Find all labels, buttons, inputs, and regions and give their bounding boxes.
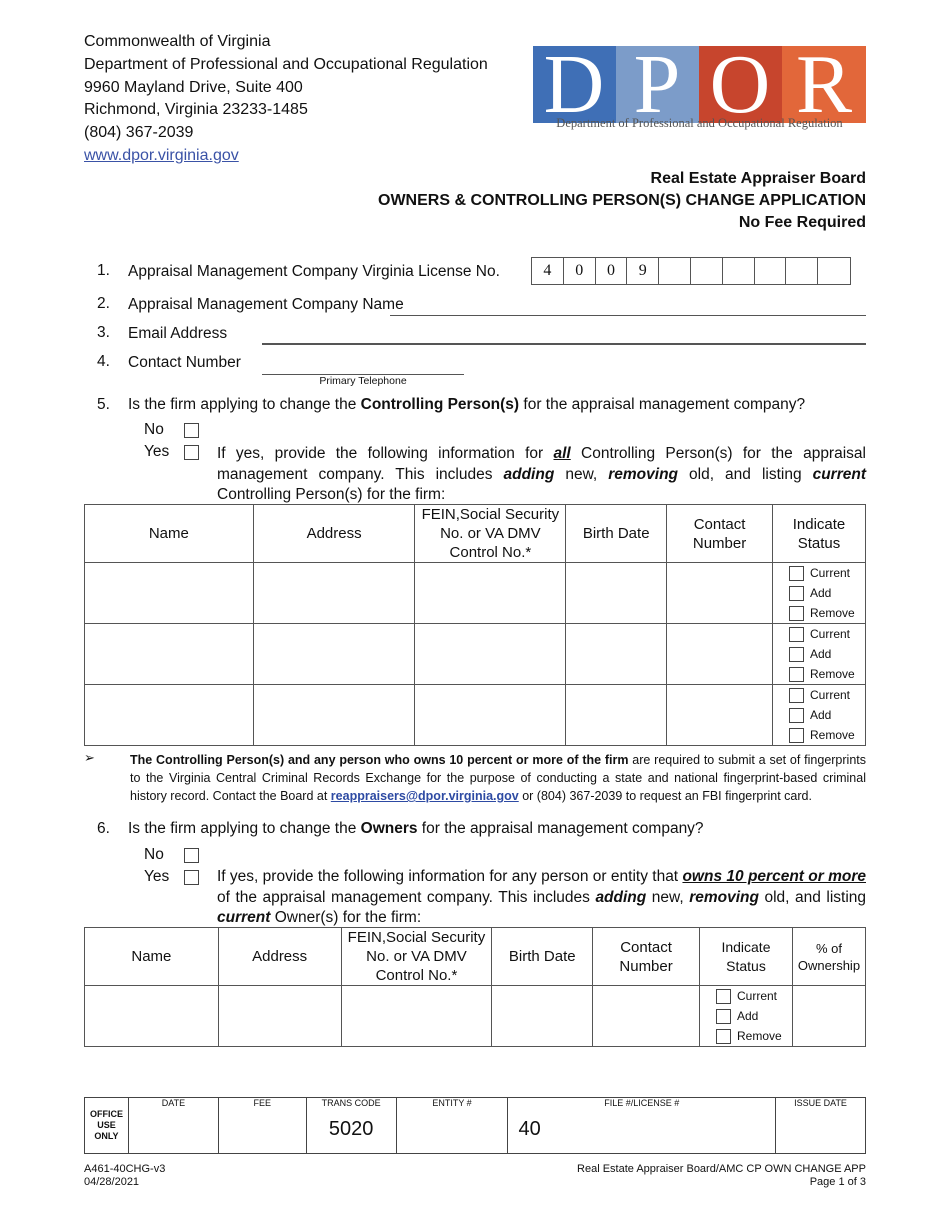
q1-label: Appraisal Management Company Virginia License No. <box>128 263 500 280</box>
fingerprint-note: The Controlling Person(s) and any person who owns 10 percent or more of the firm are required to submit a set of fingerprints to the Virginia Central Criminal Records Exchange for the purpose of conducting a state and national fingerprint-based criminal history record. Contact the Board at reappraisers@dpor.virginia.gov or (804) 367-2039 to request an FBI fingerprint card. <box>130 753 866 803</box>
status-checkbox[interactable] <box>789 688 804 703</box>
q6-yes-instructions: If yes, provide the following information for any person or entity that owns 10 percent or more of the appraisal management company. This includes adding new, removing old, and listing current Owner(s) for the firm: <box>217 868 867 926</box>
board-title: Real Estate Appraiser Board <box>650 170 866 187</box>
cell-birth-date[interactable] <box>566 624 667 685</box>
license-digit[interactable]: 0 <box>596 258 628 284</box>
status-checkbox[interactable] <box>789 586 804 601</box>
office-fee-cell: FEE <box>218 1098 306 1154</box>
q1-number: 1. <box>97 262 110 279</box>
status-checkbox[interactable] <box>789 728 804 743</box>
address-line: (804) 367-2039 <box>84 124 194 142</box>
cell-ownership[interactable] <box>792 986 865 1047</box>
footer-right <box>577 1163 866 1189</box>
trans-code-value: 5020 <box>328 1118 374 1140</box>
logo-caption: Department of Professional and Occupational Regulation <box>556 116 843 130</box>
license-digit[interactable] <box>723 258 755 284</box>
table-row <box>85 624 866 685</box>
form-titles <box>378 168 866 234</box>
office-file-license-cell: FILE #/LICENSE # 40 <box>508 1098 776 1154</box>
cell-id[interactable] <box>415 624 566 685</box>
cell-address[interactable] <box>218 986 341 1047</box>
q5-no-label: No <box>144 421 164 438</box>
status-checkbox[interactable] <box>789 647 804 662</box>
table-header-row <box>85 505 866 563</box>
q5-no-checkbox[interactable] <box>184 423 199 438</box>
col-header-address: Address <box>218 928 341 986</box>
status-checkbox[interactable] <box>789 708 804 723</box>
table-header-row <box>85 928 866 986</box>
cell-birth-date[interactable] <box>566 685 667 746</box>
status-checkbox[interactable] <box>716 1029 731 1044</box>
controlling-persons-table <box>84 504 866 746</box>
col-header-status: Indicate Status <box>700 928 793 986</box>
office-use-table <box>84 1097 866 1154</box>
form-code: A461-40CHG-v3 <box>84 1163 166 1175</box>
q5-yes-checkbox[interactable] <box>184 445 199 460</box>
cell-address[interactable] <box>253 563 415 624</box>
col-header-contact: Contact Number <box>593 928 700 986</box>
cell-name[interactable] <box>85 685 254 746</box>
address-line: Commonwealth of Virginia <box>84 33 271 50</box>
status-checkbox[interactable] <box>789 667 804 682</box>
table-row <box>85 685 866 746</box>
cell-status <box>700 986 793 1047</box>
office-entity-cell: ENTITY # <box>396 1098 508 1154</box>
status-checkbox[interactable] <box>716 989 731 1004</box>
cell-contact[interactable] <box>667 624 773 685</box>
status-option-remove[interactable]: Remove <box>789 725 865 745</box>
status-option-add[interactable]: Add <box>789 705 865 725</box>
form-title: OWNERS & CONTROLLING PERSON(S) CHANGE APPLICATION <box>378 192 866 209</box>
license-digit[interactable]: 4 <box>532 258 564 284</box>
cell-id[interactable] <box>415 685 566 746</box>
cell-status <box>772 624 865 685</box>
status-checkbox[interactable] <box>716 1009 731 1024</box>
cell-birth-date[interactable] <box>566 563 667 624</box>
license-digit[interactable] <box>659 258 691 284</box>
license-digit[interactable] <box>755 258 787 284</box>
table-row <box>85 563 866 624</box>
status-option-remove[interactable]: Remove <box>789 664 865 684</box>
q5-yes-label: Yes <box>144 443 170 460</box>
file-license-value: 40 <box>518 1118 541 1140</box>
cell-birth-date[interactable] <box>492 986 593 1047</box>
q2-label: Appraisal Management Company Name <box>128 296 404 313</box>
q3-label: Email Address <box>128 325 228 342</box>
q6-no-checkbox[interactable] <box>184 848 199 863</box>
license-digit[interactable] <box>786 258 818 284</box>
col-header-id: FEIN,Social Security No. or VA DMV Control No.* <box>415 505 566 563</box>
license-number-boxes[interactable] <box>531 257 851 285</box>
cell-address[interactable] <box>253 685 415 746</box>
status-checkbox[interactable] <box>789 566 804 581</box>
status-option-remove[interactable]: Remove <box>716 1026 792 1046</box>
cell-contact[interactable] <box>667 563 773 624</box>
q2-number: 2. <box>97 295 110 312</box>
license-digit[interactable]: 0 <box>564 258 596 284</box>
license-digit[interactable]: 9 <box>627 258 659 284</box>
office-date-cell: DATE <box>128 1098 218 1154</box>
page-number: Page 1 of 3 <box>809 1176 866 1188</box>
owners-table <box>84 927 866 1047</box>
cell-status <box>772 685 865 746</box>
board-email-link[interactable]: reappraisers@dpor.virginia.gov <box>330 789 519 803</box>
office-trans-code-cell: TRANS CODE 5020 <box>306 1098 396 1154</box>
col-header-address: Address <box>253 505 415 563</box>
address-line: 9960 Mayland Drive, Suite 400 <box>84 78 303 96</box>
status-option-add[interactable]: Add <box>789 583 865 603</box>
q3-number: 3. <box>97 324 110 341</box>
agency-address <box>84 31 488 168</box>
status-option-current[interactable]: Current <box>789 624 865 644</box>
status-checkbox[interactable] <box>789 606 804 621</box>
logo-letter-r: R <box>795 38 853 131</box>
logo-letter-p: P <box>633 38 681 131</box>
website-link[interactable]: www.dpor.virginia.gov <box>84 146 239 164</box>
table-row <box>85 986 866 1047</box>
cell-name[interactable] <box>85 986 219 1047</box>
status-checkbox[interactable] <box>789 627 804 642</box>
cell-name[interactable] <box>85 624 254 685</box>
q6-number: 6. <box>97 820 110 837</box>
footer-left <box>84 1163 165 1189</box>
cell-id[interactable] <box>341 986 492 1047</box>
q6-yes-checkbox[interactable] <box>184 870 199 885</box>
col-header-name: Name <box>85 928 219 986</box>
status-option-remove[interactable]: Remove <box>789 603 865 623</box>
col-header-id: FEIN,Social Security No. or VA DMV Control No.* <box>341 928 492 986</box>
status-option-add[interactable]: Add <box>789 644 865 664</box>
cell-contact[interactable] <box>593 986 700 1047</box>
logo-letter-o: O <box>709 38 771 131</box>
email-field[interactable] <box>262 343 866 345</box>
fee-note: No Fee Required <box>738 214 866 231</box>
status-option-current[interactable]: Current <box>789 685 865 705</box>
arrow-bullet-icon: ➢ <box>84 750 95 765</box>
q4-label: Contact Number <box>128 354 241 371</box>
q4-number: 4. <box>97 353 110 370</box>
col-header-status: Indicate Status <box>772 505 865 563</box>
q5-number: 5. <box>97 396 110 413</box>
cell-address[interactable] <box>253 624 415 685</box>
col-header-birth-date: Birth Date <box>492 928 593 986</box>
col-header-name: Name <box>85 505 254 563</box>
company-name-field[interactable] <box>390 315 866 316</box>
logo-letter-d: D <box>543 38 605 131</box>
form-date: 04/28/2021 <box>84 1176 140 1188</box>
cell-id[interactable] <box>415 563 566 624</box>
license-digit[interactable] <box>691 258 723 284</box>
q6-yes-label: Yes <box>144 868 170 885</box>
address-line: Department of Professional and Occupational Regulation <box>84 55 488 73</box>
office-use-label: OFFICE USE ONLY <box>85 1098 129 1154</box>
q6-question: Is the firm applying to change the Owners for the appraisal management company? <box>128 820 704 837</box>
col-header-ownership: % of Ownership <box>792 928 865 986</box>
office-issue-date-cell: ISSUE DATE <box>776 1098 866 1154</box>
q5-yes-instructions: If yes, provide the following information for all Controlling Person(s) for the appraisal management company. This includes adding new, removing old, and listing current Controlling Person(s) for the firm: <box>217 445 866 503</box>
cell-name[interactable] <box>85 563 254 624</box>
status-option-current[interactable]: Current <box>716 986 792 1006</box>
footer-title: Real Estate Appraiser Board/AMC CP OWN CHANGE APP <box>577 1163 866 1175</box>
status-option-add[interactable]: Add <box>716 1006 792 1026</box>
q5-question: Is the firm applying to change the Controlling Person(s) for the appraisal management company? <box>128 396 806 413</box>
cell-status <box>772 563 865 624</box>
col-header-birth-date: Birth Date <box>566 505 667 563</box>
license-digit[interactable] <box>818 258 850 284</box>
status-option-current[interactable]: Current <box>789 563 865 583</box>
address-line: Richmond, Virginia 23233-1485 <box>84 101 308 119</box>
primary-telephone-caption: Primary Telephone <box>319 375 407 387</box>
cell-contact[interactable] <box>667 685 773 746</box>
col-header-contact: Contact Number <box>667 505 773 563</box>
q6-no-label: No <box>144 846 164 863</box>
